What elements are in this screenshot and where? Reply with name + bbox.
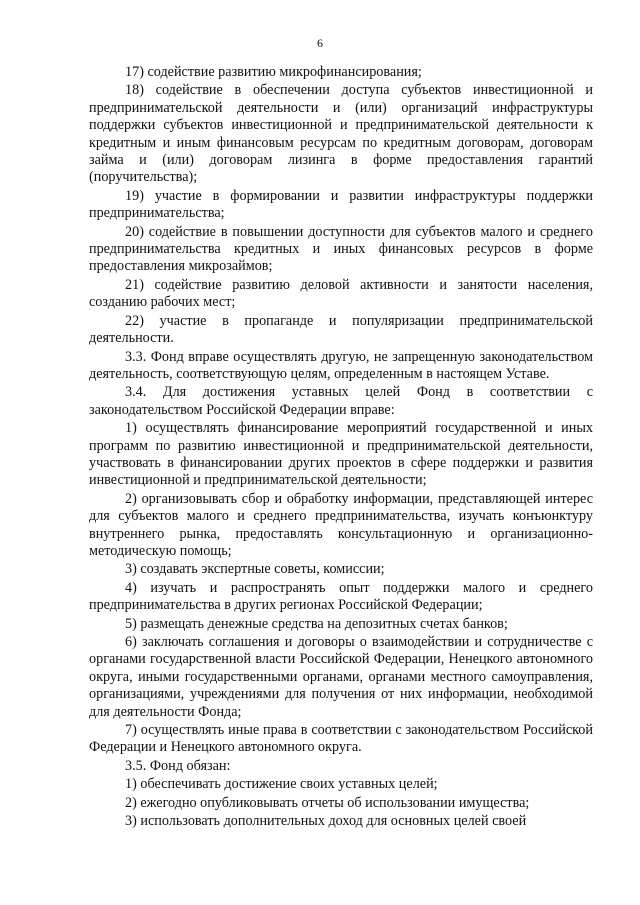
paragraph-item-18: 18) содействие в обеспечении доступа субъектов инвестиционной и предпринимательской деятельности и (или) организаций инфраструктуры поддержки субъектов инвестиционной и предпринимательской деятельности к кредитным и иным финансовым ресурсам по кредитным договорам, договорам займа и (или) договорам лизинга в форме предоставления гарантий (поручительства);: [89, 82, 593, 186]
paragraph-item-20: 20) содействие в повышении доступности для субъектов малого и среднего предпринимательства кредитных и иных финансовых ресурсов в форме предоставления микрозаймов;: [89, 223, 593, 275]
paragraph-duty-2: 2) ежегодно опубликовывать отчеты об использовании имущества;: [125, 794, 530, 811]
paragraph-section-3-4: 3.4. Для достижения уставных целей Фонд в соответствии с законодательством Российской Федерации вправе:: [89, 384, 593, 418]
paragraph-right-4: 4) изучать и распространять опыт поддержки малого и среднего предпринимательства в других регионах Российской Федерации;: [89, 579, 593, 614]
paragraph-duty-3: 3) использовать дополнительных доход для основных целей своей: [125, 813, 527, 830]
page-number: 6: [317, 36, 323, 50]
paragraph-item-19: 19) участие в формировании и развитии инфраструктуры поддержки предпринимательства;: [89, 187, 593, 222]
paragraph-right-2: 2) организовывать сбор и обработку информации, представляющей интерес для субъектов малого и среднего предпринимательства, изучать конъюнктуру внутреннего рынка, предоставлять консультационную и организационно-методическую помощь;: [89, 490, 593, 559]
paragraph-item-21: 21) содействие развитию деловой активности и занятости населения, созданию рабочих мест;: [89, 276, 593, 311]
paragraph-section-3-5: 3.5. Фонд обязан:: [125, 757, 231, 774]
paragraph-right-5: 5) размещать денежные средства на депозитных счетах банков;: [125, 615, 508, 632]
paragraph-right-6: 6) заключать соглашения и договоры о взаимодействии и сотрудничестве с органами государственной власти Российской Федерации, Ненецкого автономного округа, иными государственными органами, органами местного самоуправления, организациями, учреждениями для получения от них информации, необходимой для деятельности Фонда;: [89, 634, 593, 720]
paragraph-duty-1: 1) обеспечивать достижение своих уставных целей;: [125, 776, 438, 793]
paragraph-item-17: 17) содействие развитию микрофинансирования;: [125, 64, 422, 80]
paragraph-section-3-3: 3.3. Фонд вправе осуществлять другую, не запрещенную законодательством деятельность, соответствующую целям, определенным в настоящем Уставе.: [89, 348, 593, 382]
paragraph-right-1: 1) осуществлять финансирование мероприятий государственной и иных программ по развитию инвестиционной и предпринимательской деятельности, участвовать в финансировании других проектов в сфере поддержки и развития инвестиционной и предпринимательской деятельности;: [89, 420, 593, 489]
paragraph-right-7: 7) осуществлять иные права в соответствии с законодательством Российской Федерации и Ненецкого автономного округа.: [89, 722, 593, 756]
paragraph-item-22: 22) участие в пропаганде и популяризации предпринимательской деятельности.: [89, 312, 593, 347]
paragraph-right-3: 3) создавать экспертные советы, комиссии;: [125, 561, 385, 578]
document-body: [89, 64, 593, 830]
